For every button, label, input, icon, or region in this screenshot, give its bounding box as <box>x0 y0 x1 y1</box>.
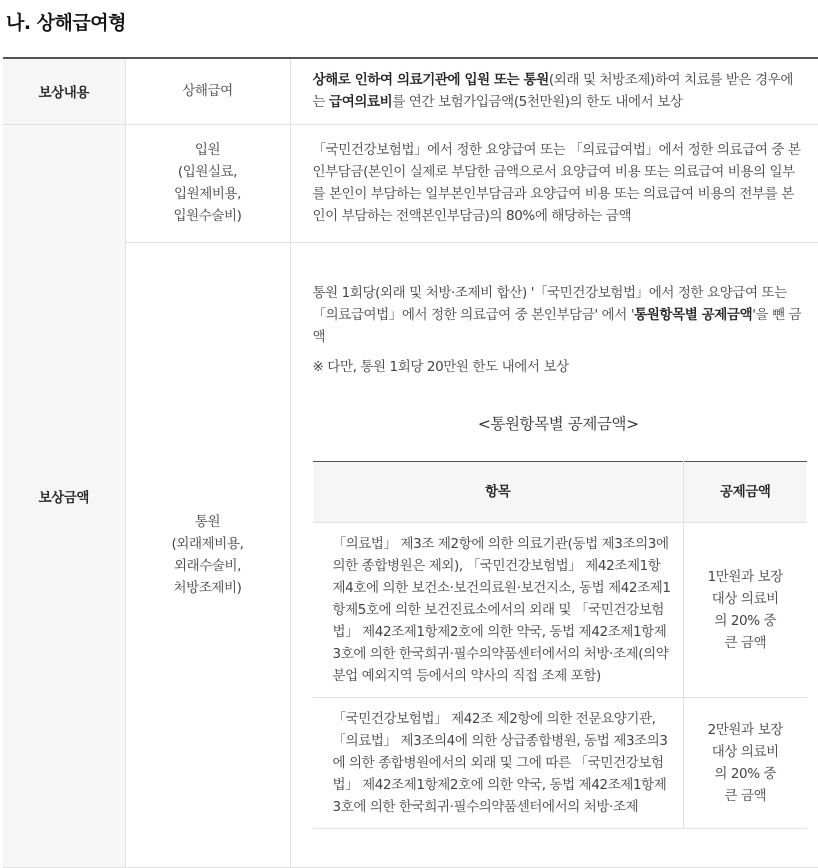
inpatient-row <box>3 124 818 242</box>
deduction-row <box>313 698 807 829</box>
coverage-desc-text-2: 를 연간 보험가입금액(5천만원)의 한도 내에서 보상 <box>392 94 683 111</box>
coverage-desc-bold-2: 급여의료비 <box>329 94 393 111</box>
amount-label: 보상금액 <box>3 124 125 867</box>
deduction-col-amount: 공제금액 <box>684 462 807 523</box>
deduction-item: 「의료법」 제3조 제2항에 의한 의료기관(동법 제3조의3에 의한 종합병원은 제외), 「국민건강보험법」 제42조제1항제4호에 의한 보건소·보건의료원·보건지소, 동법 제42조제1항제5호에 의한 보건진료소에서의 외래 및 「국민건강보험법」 제42조제1항제2호에 의한 약국, 동법 제42조제1항제3호에 의한 한국희귀·필수의약품센터에서의 처방·조제(의약분업 예외지역 등에서의 약사의 직접 조제 포함) <box>313 523 684 698</box>
outpatient-limit-note: ※ 다만, 통원 1회당 20만원 한도 내에서 보상 <box>312 359 569 375</box>
coverage-desc-bold-1: 상해로 인하여 의료기관에 입원 또는 통원 <box>312 72 549 89</box>
deduction-row <box>313 523 807 698</box>
coverage-label: 보상내용 <box>3 58 125 124</box>
deduction-table <box>313 461 807 829</box>
outpatient-desc-part-2: '을 뺀 금액 <box>312 307 802 345</box>
deduction-item: 「국민건강보험법」 제42조 제2항에 의한 전문요양기관, 「의료법」 제3조의4에 의한 상급종합병원, 동법 제3조의3에 의한 종합병원에서의 외래 및 그에 따른 「국민건강보험법」 제42조제1항제2호에 의한 약국, 동법 제42조제1항제3호에 의한 한국희귀·필수의약품센터에서의 처방·조제 <box>313 698 684 829</box>
coverage-desc-text-1: (외래 및 처방조제)하여 치료를 받은 경우에는 <box>312 72 793 111</box>
outpatient-desc-part-1: 통원 1회당(외래 및 처방·조제비 합산) '「국민건강보험법」에서 정한 요양급여 또는 「의료급여법」에서 정한 의료급여 중 본인부담금' 에서 ' <box>312 285 787 323</box>
coverage-type: 상해급여 <box>125 58 290 124</box>
inpatient-description: 「국민건강보험법」에서 정한 요양급여 또는 「의료급여법」에서 정한 의료급여 중 본인부담금(본인이 실제로 부담한 금액으로서 요양급여 비용 또는 의료급여 비용의 일부를 본인이 부담하는 일부본인부담금과 요양급여 비용 또는 의료급여 비용의 전부를 본인이 부담하는 전액본인부담금)의 80%에 해당하는 금액 <box>290 124 818 242</box>
outpatient-label: 통원 (외래제비용, 외래수술비, 처방조제비) <box>125 242 290 867</box>
outpatient-description <box>290 242 818 867</box>
section-title: 나. 상해급여형 <box>6 12 126 34</box>
benefit-table <box>3 57 818 868</box>
inpatient-label: 입원 (입원실료, 입원제비용, 입원수술비) <box>125 124 290 242</box>
outpatient-desc-text <box>313 282 805 348</box>
deduction-header-row <box>313 462 807 523</box>
deduction-title: <통원항목별 공제금액> <box>477 415 639 433</box>
deduction-amount: 1만원과 보장 대상 의료비 의 20% 중 큰 금액 <box>684 523 807 698</box>
deduction-amount: 2만원과 보장 대상 의료비 의 20% 중 큰 금액 <box>684 698 807 829</box>
coverage-row <box>3 58 818 124</box>
outpatient-row <box>3 242 818 867</box>
outpatient-desc-bold: 통원항목별 공제금액 <box>634 307 753 323</box>
deduction-col-item: 항목 <box>313 462 684 523</box>
coverage-description <box>290 58 818 124</box>
